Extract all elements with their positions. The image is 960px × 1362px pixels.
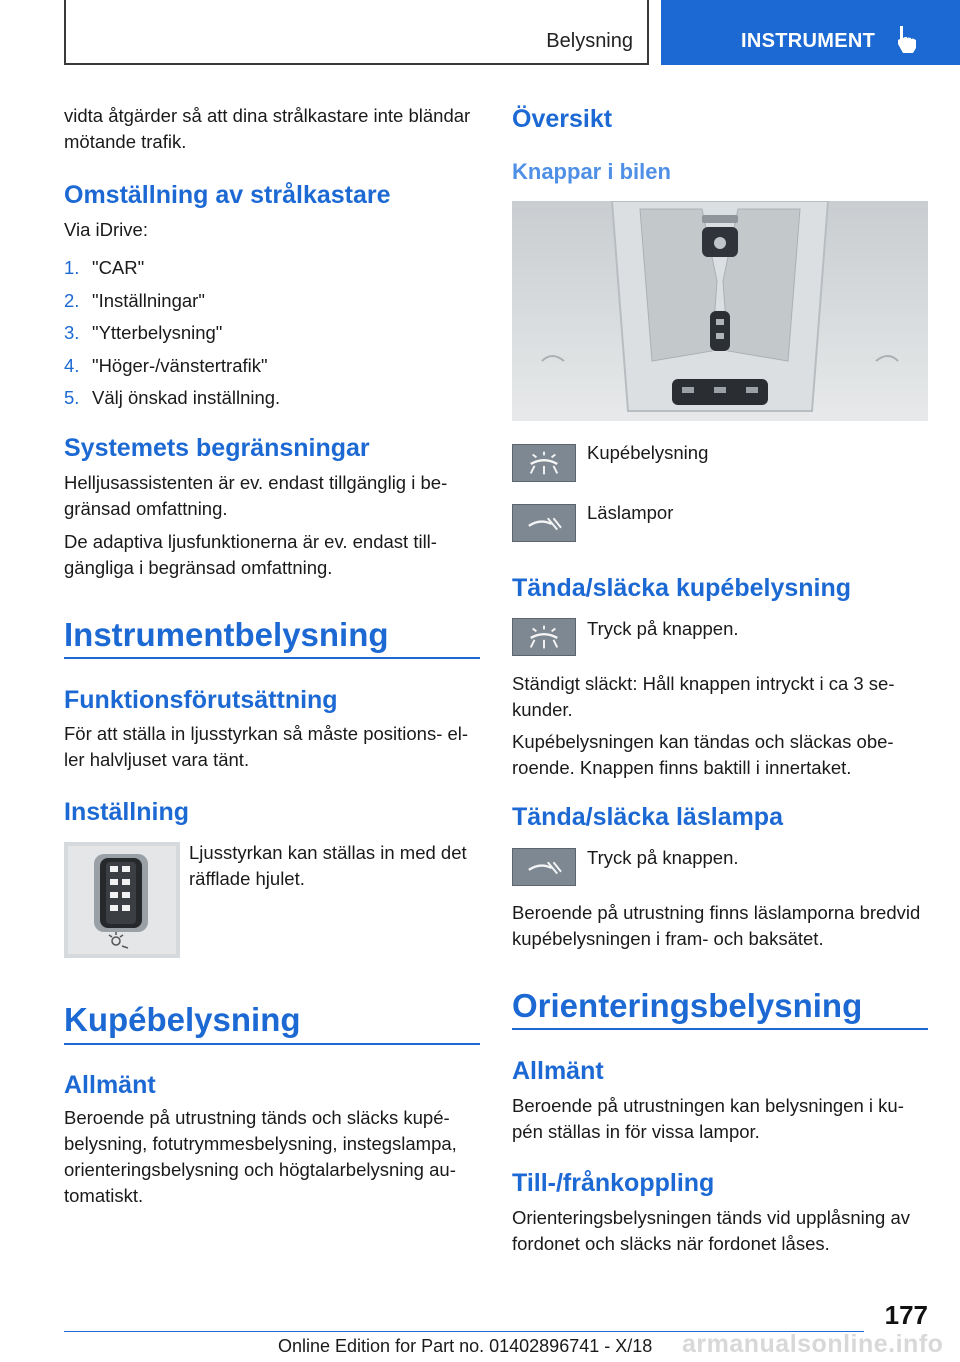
header-chapter-tab[interactable] [661,0,960,65]
step-number: 2. [64,289,80,311]
kupe-oberoende-paragraph: Kupébelysningen kan tändas och släckas oberoende. Knappen finns baktill i innertaket. [512,731,894,778]
heading-allmant: Allmänt [64,1071,156,1099]
step-number: 3. [64,322,80,343]
heading-kupebelysning: Kupébelysning [64,1001,301,1038]
interior-light-button-icon [512,444,576,482]
dimmer-wheel-photo [64,842,180,958]
sys-paragraph-1: Helljusassistenten är ev. endast tillgänglig i begränsad omfattning. [64,472,448,519]
via-idrive-text: Via iDrive: [64,219,148,240]
heading-rule [64,657,480,659]
header-chapter-label: INSTRUMENT [741,30,876,52]
roof-console-photo [512,201,928,421]
heading-tanda-kupebelysning: Tända/släcka kupébelysning [512,574,852,602]
heading-orienteringsbelysning: Orienteringsbelysning [512,987,863,1024]
heading-oversikt: Översikt [512,105,613,133]
allmant-paragraph: Beroende på utrustning tänds och släcks kupébelysning, fotutrymmesbelysning, instegslampa, orienteringsbelysning och högtalarbelysning automatiskt. [64,1107,457,1206]
header-section-box [64,0,649,65]
label-kupebelysning: Kupébelysning [587,442,709,463]
tryck-knappen-1: Tryck på knappen. [587,618,739,639]
step-text: "Inställningar" [92,289,205,311]
heading-installning: Inställning [64,798,189,826]
till-frankoppling-paragraph: Orienteringsbelysningen tänds vid upplåsning av fordonet och släcks när fordonet låses. [512,1207,911,1254]
heading-rule [512,1028,928,1030]
reading-light-button-icon [512,504,576,542]
tryck-knappen-2: Tryck på knappen. [587,847,739,868]
heading-allmant-2: Allmänt [512,1057,604,1085]
heading-instrumentbelysning: Instrumentbelysning [64,616,389,653]
list-item [64,350,480,383]
footer-edition-text: Online Edition for Part no. 01402896741 - X/18 [278,1336,653,1356]
heading-till-frankoppling: Till-/frånkoppling [512,1169,715,1197]
installning-paragraph: Ljusstyrkan kan ställas in med det räfflade hjulet. [189,842,467,889]
list-item [64,285,480,318]
pointing-hand-icon [894,24,920,54]
standigt-slackt-paragraph: Ständigt släckt: Håll knappen intryckt i ca 3 sekunder. [512,673,895,720]
heading-tanda-laslampa: Tända/släcka läslampa [512,803,783,831]
sys-paragraph-2: De adaptiva ljusfunktionerna är ev. endast tillgängliga i begränsad omfattning. [64,531,437,578]
idrive-steps-list [64,252,480,415]
step-text: "Höger-/vänstertrafik" [92,354,268,376]
heading-funktionsforutsattning: Funktionsförutsättning [64,686,338,714]
interior-light-button-icon [512,618,576,656]
step-text: Välj önskad inställning. [92,387,281,408]
list-item [64,252,480,285]
header-section-title: Belysning [546,30,633,52]
reading-light-button-icon [512,848,576,886]
list-item [64,317,480,350]
funk-paragraph: För att ställa in ljusstyrkan så måste positions- eller halvljuset vara tänt. [64,723,469,770]
step-text: "Ytterbelysning" [92,322,223,343]
step-number: 1. [64,257,80,278]
watermark-text: armanualsonline.info [682,1330,944,1358]
heading-rule [64,1043,480,1045]
label-laslampor: Läslampor [587,502,674,523]
laslampor-paragraph: Beroende på utrustning finns läslamporna bredvid kupébelysningen i fram- och baksätet. [512,902,921,949]
list-item [64,382,480,415]
intro-paragraph: vidta åtgärder så att dina strålkastare inte bländar mötande trafik. [64,105,471,152]
heading-omstallning: Omställning av strålkastare [64,181,391,209]
step-number: 4. [64,354,80,376]
step-number: 5. [64,387,80,408]
heading-systemets-begransningar: Systemets begränsningar [64,434,370,462]
step-text: "CAR" [92,257,145,278]
allmant-2-paragraph: Beroende på utrustningen kan belysningen i kupén ställas in för vissa lampor. [512,1095,904,1142]
heading-knappar-i-bilen: Knappar i bilen [512,159,671,184]
page-number: 177 [884,1300,928,1330]
